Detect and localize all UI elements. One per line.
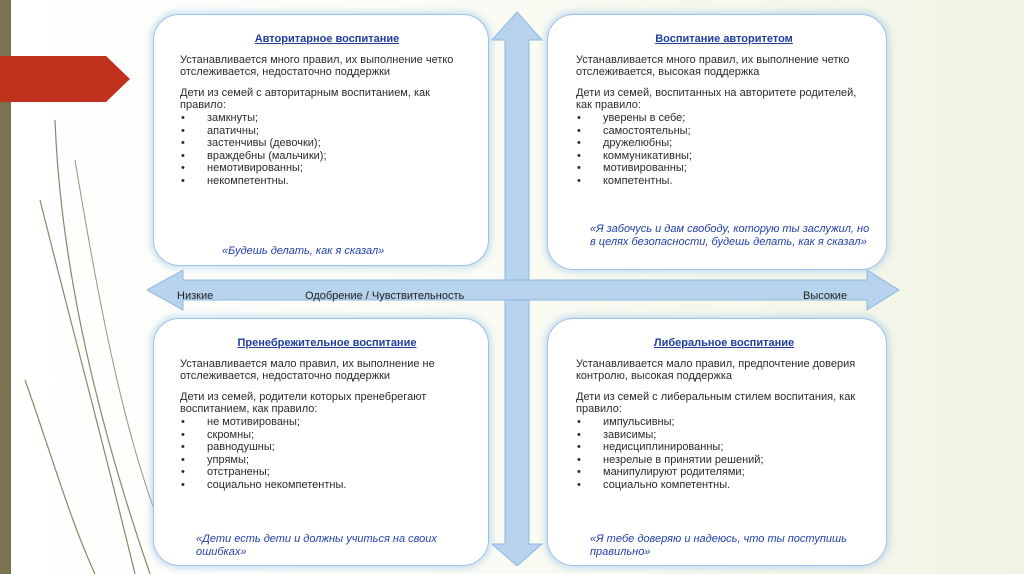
list-item: • компетентны.	[576, 175, 872, 188]
card-quote: «Будешь делать, как я сказал»	[222, 245, 385, 257]
authoritative-card	[547, 14, 887, 270]
list-item: • апатичны;	[180, 125, 474, 138]
card-title: Пренебрежительное воспитание	[237, 337, 417, 349]
list-item: • замкнуты;	[180, 112, 474, 125]
card-description: Устанавливается много правил, их выполнение четко отслеживается, высокая поддержка	[576, 53, 850, 79]
list-item: • враждебны (мальчики);	[180, 150, 474, 163]
list-item: • равнодушны;	[180, 441, 474, 454]
card-title: Либеральное воспитание	[653, 337, 795, 349]
neglectful-card	[153, 318, 489, 566]
list-item: • уверены в себе;	[576, 112, 872, 125]
list-item: • манипулируют родителями;	[576, 466, 872, 479]
card-description: Устанавливается мало правил, их выполнение не отслеживается, недостаточно поддержки	[180, 357, 435, 383]
liberal-card	[547, 318, 887, 566]
list-item: • импульсивны;	[576, 416, 872, 429]
list-item: • немотивированны;	[180, 162, 474, 175]
card-title: Воспитание авторитетом	[655, 33, 793, 45]
red-pointer-arrow	[0, 56, 130, 102]
list-item: • некомпетентны.	[180, 175, 474, 188]
list-item: • скромны;	[180, 429, 474, 442]
list-item: • самостоятельны;	[576, 125, 872, 138]
children-intro: Дети из семей с авторитарным воспитанием, как правило:	[180, 86, 430, 112]
card-description: Устанавливается мало правил, предпочтение доверия контролю, высокая поддержка	[576, 357, 856, 383]
axis-high-label: Высокие	[803, 290, 848, 302]
children-intro: Дети из семей, воспитанных на авторитете родителей, как правило:	[576, 86, 857, 112]
list-item: • дружелюбны;	[576, 137, 872, 150]
list-item: • зависимы;	[576, 429, 872, 442]
authoritarian-card	[153, 14, 489, 266]
card-title: Авторитарное воспитание	[254, 33, 400, 45]
list-item: • отстранены;	[180, 466, 474, 479]
list-item: • мотивированны;	[576, 162, 872, 175]
list-item: • упрямы;	[180, 454, 474, 467]
list-item: • социально компетентны.	[576, 479, 872, 492]
traits-list	[576, 416, 872, 492]
card-description: Устанавливается много правил, их выполнение четко отслеживается, недостаточно поддержки	[180, 53, 454, 79]
traits-list	[576, 112, 872, 188]
list-item: • недисциплинированны;	[576, 441, 872, 454]
list-item: • социально некомпетентны.	[180, 479, 474, 492]
list-item: • не мотивированы;	[180, 416, 474, 429]
list-item: • незрелые в принятии решений;	[576, 454, 872, 467]
children-intro: Дети из семей с либеральным стилем воспитания, как правило:	[576, 390, 856, 416]
children-intro: Дети из семей, родители которых пренебрегают воспитанием, как правило:	[180, 390, 427, 416]
card-quote: «Дети есть дети и должны учиться на своих ошибках»	[196, 533, 437, 558]
parenting-styles-diagram	[147, 6, 905, 566]
card-quote: «Я забочусь и дам свободу, которую ты заслужил, но в целях безопасности, будешь делать, как я сказал»	[590, 223, 870, 248]
axis-title-label: Одобрение / Чувствительность	[305, 290, 465, 302]
traits-list	[180, 112, 474, 188]
list-item: • застенчивы (девочки);	[180, 137, 474, 150]
card-quote: «Я тебе доверяю и надеюсь, что ты поступишь правильно»	[590, 533, 847, 558]
traits-list	[180, 416, 474, 492]
list-item: • коммуникативны;	[576, 150, 872, 163]
axis-low-label: Низкие	[177, 290, 214, 302]
